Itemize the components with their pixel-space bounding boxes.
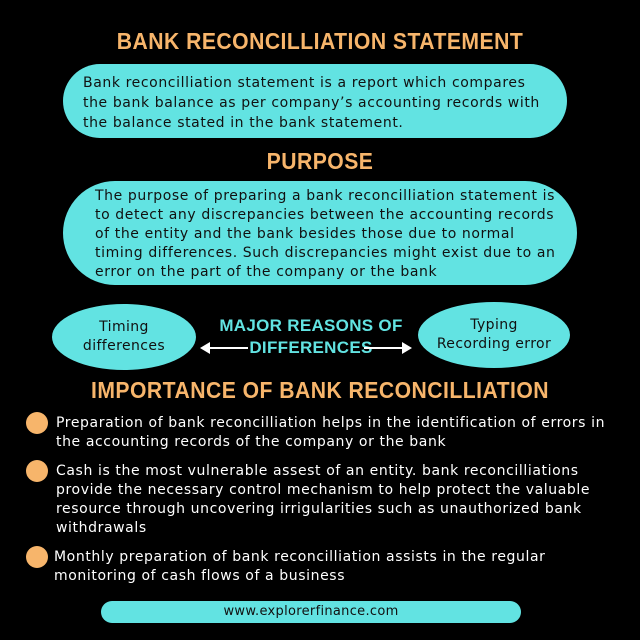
typing-line-1: Typing <box>470 317 518 333</box>
major-reasons-line-1: MAJOR REASONS OF <box>219 316 403 335</box>
timing-line-2: differences <box>82 338 166 354</box>
importance-point-3: Monthly preparation of bank reconcilliation assists in the regular monitoring of cash flows of a business <box>54 549 546 584</box>
bullet-dot-icon <box>26 412 48 434</box>
typing-line-2: Recording error <box>436 336 552 352</box>
definition-box: Bank reconcilliation statement is a report which compares the bank balance as per company’s accounting records with the balance stated in the bank statement. <box>63 64 567 138</box>
website-footer: www.explorerfinance.com <box>101 601 521 623</box>
importance-point-1: Preparation of bank reconcilliation helps in the identification of errors in the accounting records of the company or the bank <box>56 415 606 450</box>
timing-line-1: Timing <box>99 319 149 335</box>
bullet-dot-icon <box>26 460 48 482</box>
left-arrow-icon <box>200 338 250 358</box>
importance-point-2: Cash is the most vulnerable assest of an entity. bank reconcilliations provide the necessary control mechanism to help protect the valuable resource through uncovering irrigularities such as unauthorized bank withdrawals <box>56 463 591 536</box>
typing-recording-error-bubble <box>418 302 570 368</box>
importance-heading: IMPORTANCE OF BANK RECONCILLIATION <box>90 377 550 403</box>
purpose-box: The purpose of preparing a bank reconcilliation statement is to detect any discrepancies between the accounting records of the entity and the bank besides those due to normal timing differences. Such discrepancies might exist due to an error on the part of the company or the bank <box>63 181 577 285</box>
right-arrow-icon <box>362 338 412 358</box>
timing-differences-bubble <box>52 304 196 370</box>
major-reasons-line-2: DIFFERENCES <box>249 338 373 357</box>
purpose-heading: PURPOSE <box>266 148 374 174</box>
bullet-dot-icon <box>26 546 48 568</box>
main-title: BANK RECONCILLIATION STATEMENT <box>116 28 524 54</box>
